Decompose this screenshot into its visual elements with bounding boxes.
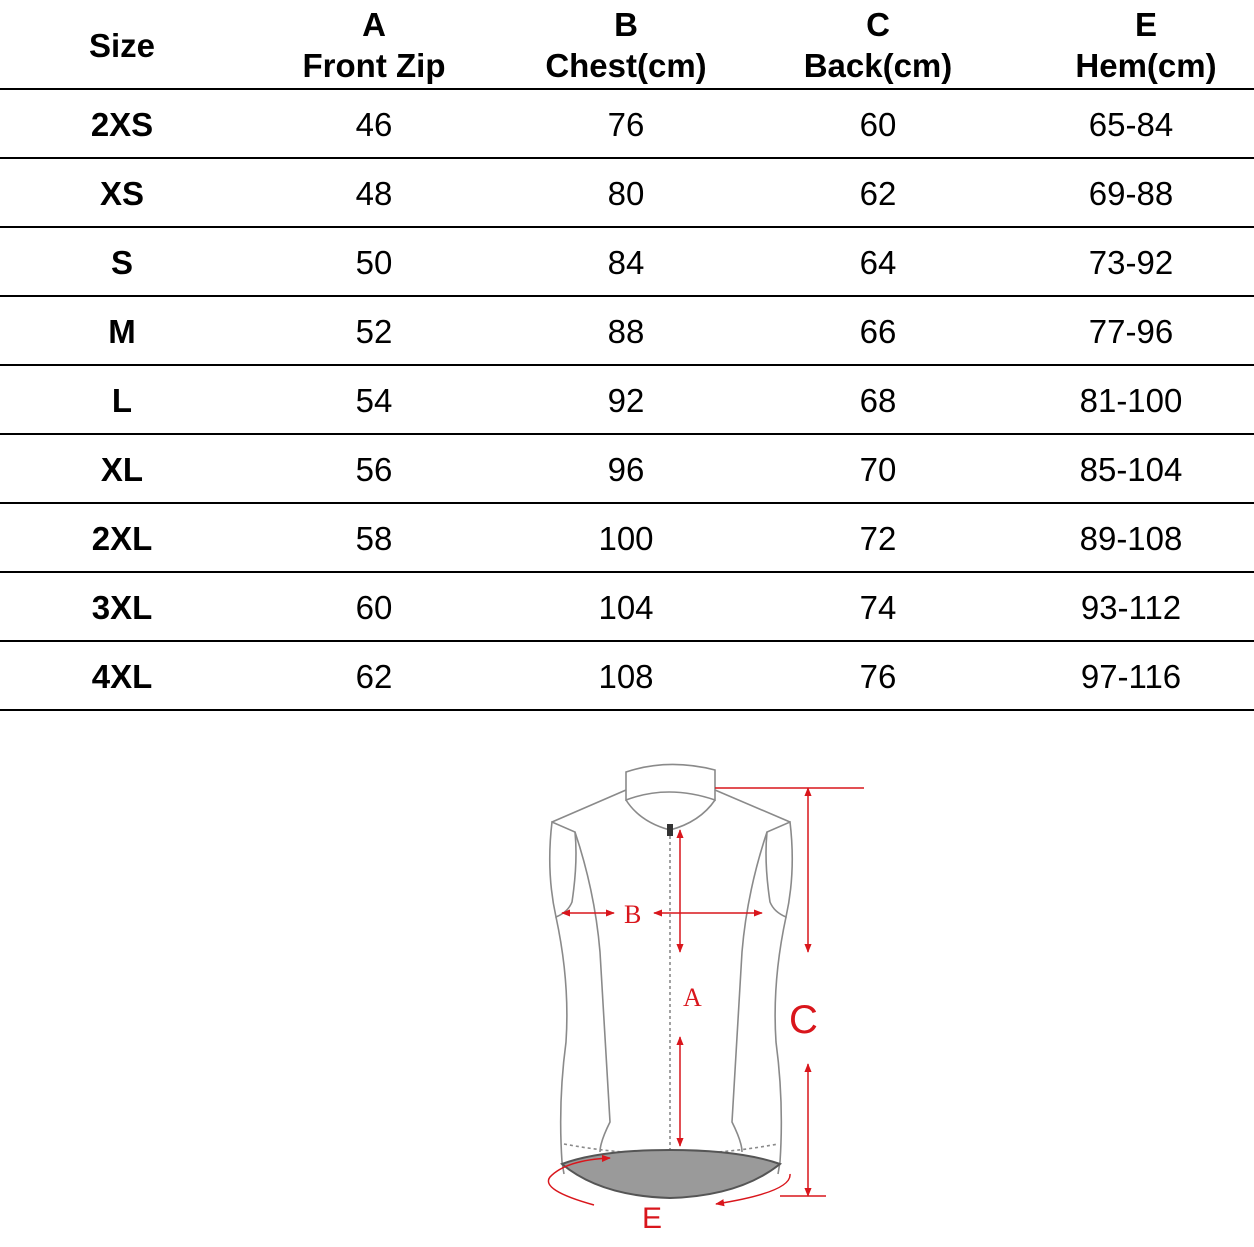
left-side-seam — [556, 917, 567, 1174]
table-row — [0, 159, 1254, 228]
measurement-cell-b: 92 — [607, 382, 645, 419]
measurement-cell-b: 88 — [607, 313, 645, 350]
measurement-cell-a: 52 — [355, 313, 393, 350]
measurement-cell-e: 93-112 — [1080, 589, 1182, 626]
right-side-seam — [775, 917, 786, 1174]
right-panel-seam — [732, 832, 767, 1152]
header-c-label: Back(cm) — [803, 47, 953, 84]
measurement-cell-e: 77-96 — [1088, 313, 1174, 350]
table-row — [0, 366, 1254, 435]
header-chest — [501, 4, 751, 86]
header-c-letter: C — [866, 6, 890, 43]
table-row — [0, 90, 1254, 159]
measurement-cell-e: 65-84 — [1088, 106, 1174, 143]
measurement-cell-e: 89-108 — [1079, 520, 1183, 557]
size-cell: M — [108, 313, 136, 350]
table-row — [0, 504, 1254, 573]
size-cell: L — [111, 382, 133, 419]
measurement-cell-b: 96 — [607, 451, 645, 488]
vest-diagram-svg — [0, 712, 1254, 1242]
table-row — [0, 228, 1254, 297]
measurement-cell-c: 72 — [859, 520, 897, 557]
label-a: A — [683, 983, 702, 1012]
table-row — [0, 435, 1254, 504]
left-armhole — [550, 822, 576, 917]
hem-band — [562, 1150, 780, 1198]
header-size-label: Size — [88, 27, 156, 64]
measurement-cell-b: 104 — [598, 589, 654, 626]
label-c: C — [789, 998, 818, 1042]
collar — [626, 764, 715, 800]
measurement-cell-a: 50 — [355, 244, 393, 281]
measurement-cell-a: 48 — [355, 175, 393, 212]
measurement-cell-c: 76 — [859, 658, 897, 695]
left-shoulder — [552, 790, 626, 822]
size-cell: XS — [99, 175, 145, 212]
measurement-cell-c: 60 — [859, 106, 897, 143]
measurement-cell-b: 84 — [607, 244, 645, 281]
zipper-pull-icon — [667, 824, 673, 836]
label-b: B — [624, 900, 642, 929]
measurement-cell-e: 81-100 — [1079, 382, 1183, 419]
measurement-cell-c: 62 — [859, 175, 897, 212]
header-b-letter: B — [614, 6, 638, 43]
table-row — [0, 573, 1254, 642]
row-divider — [0, 709, 1254, 711]
table-row — [0, 642, 1254, 711]
measurement-cell-e: 85-104 — [1079, 451, 1183, 488]
vest-measurement-diagram — [0, 712, 1254, 1242]
measurement-cell-a: 56 — [355, 451, 393, 488]
measurement-cell-a: 54 — [355, 382, 393, 419]
measurement-cell-e: 73-92 — [1088, 244, 1174, 281]
right-shoulder — [715, 790, 790, 822]
measurement-cell-c: 74 — [859, 589, 897, 626]
table-header — [0, 0, 1254, 88]
size-cell: 2XL — [91, 520, 153, 557]
header-a-letter: A — [362, 6, 386, 43]
measurement-cell-b: 108 — [598, 658, 654, 695]
header-size — [22, 25, 222, 66]
measurement-cell-c: 66 — [859, 313, 897, 350]
size-cell: 3XL — [91, 589, 153, 626]
measurement-cell-a: 62 — [355, 658, 393, 695]
label-e: E — [642, 1202, 663, 1235]
measurement-cell-b: 76 — [607, 106, 645, 143]
measurement-cell-c: 64 — [859, 244, 897, 281]
measurement-cell-b: 100 — [598, 520, 654, 557]
measurement-cell-a: 60 — [355, 589, 393, 626]
size-cell: 4XL — [91, 658, 153, 695]
header-hem — [1021, 4, 1254, 86]
left-panel-seam — [575, 832, 610, 1152]
size-cell: S — [110, 244, 133, 281]
measurement-cell-e: 97-116 — [1080, 658, 1182, 695]
size-cell: XL — [100, 451, 144, 488]
measurement-cell-c: 70 — [859, 451, 897, 488]
measurement-cell-a: 58 — [355, 520, 393, 557]
header-front-zip — [249, 4, 499, 86]
header-a-label: Front Zip — [302, 47, 446, 84]
measurement-cell-b: 80 — [607, 175, 645, 212]
right-armhole — [766, 822, 792, 917]
measurement-cell-e: 69-88 — [1088, 175, 1174, 212]
measurement-cell-a: 46 — [355, 106, 393, 143]
measurement-cell-c: 68 — [859, 382, 897, 419]
header-back — [753, 4, 1003, 86]
size-cell: 2XS — [90, 106, 154, 143]
header-e-label: Hem(cm) — [1075, 47, 1217, 84]
header-e-letter: E — [1134, 6, 1157, 43]
header-b-label: Chest(cm) — [545, 47, 707, 84]
table-row — [0, 297, 1254, 366]
